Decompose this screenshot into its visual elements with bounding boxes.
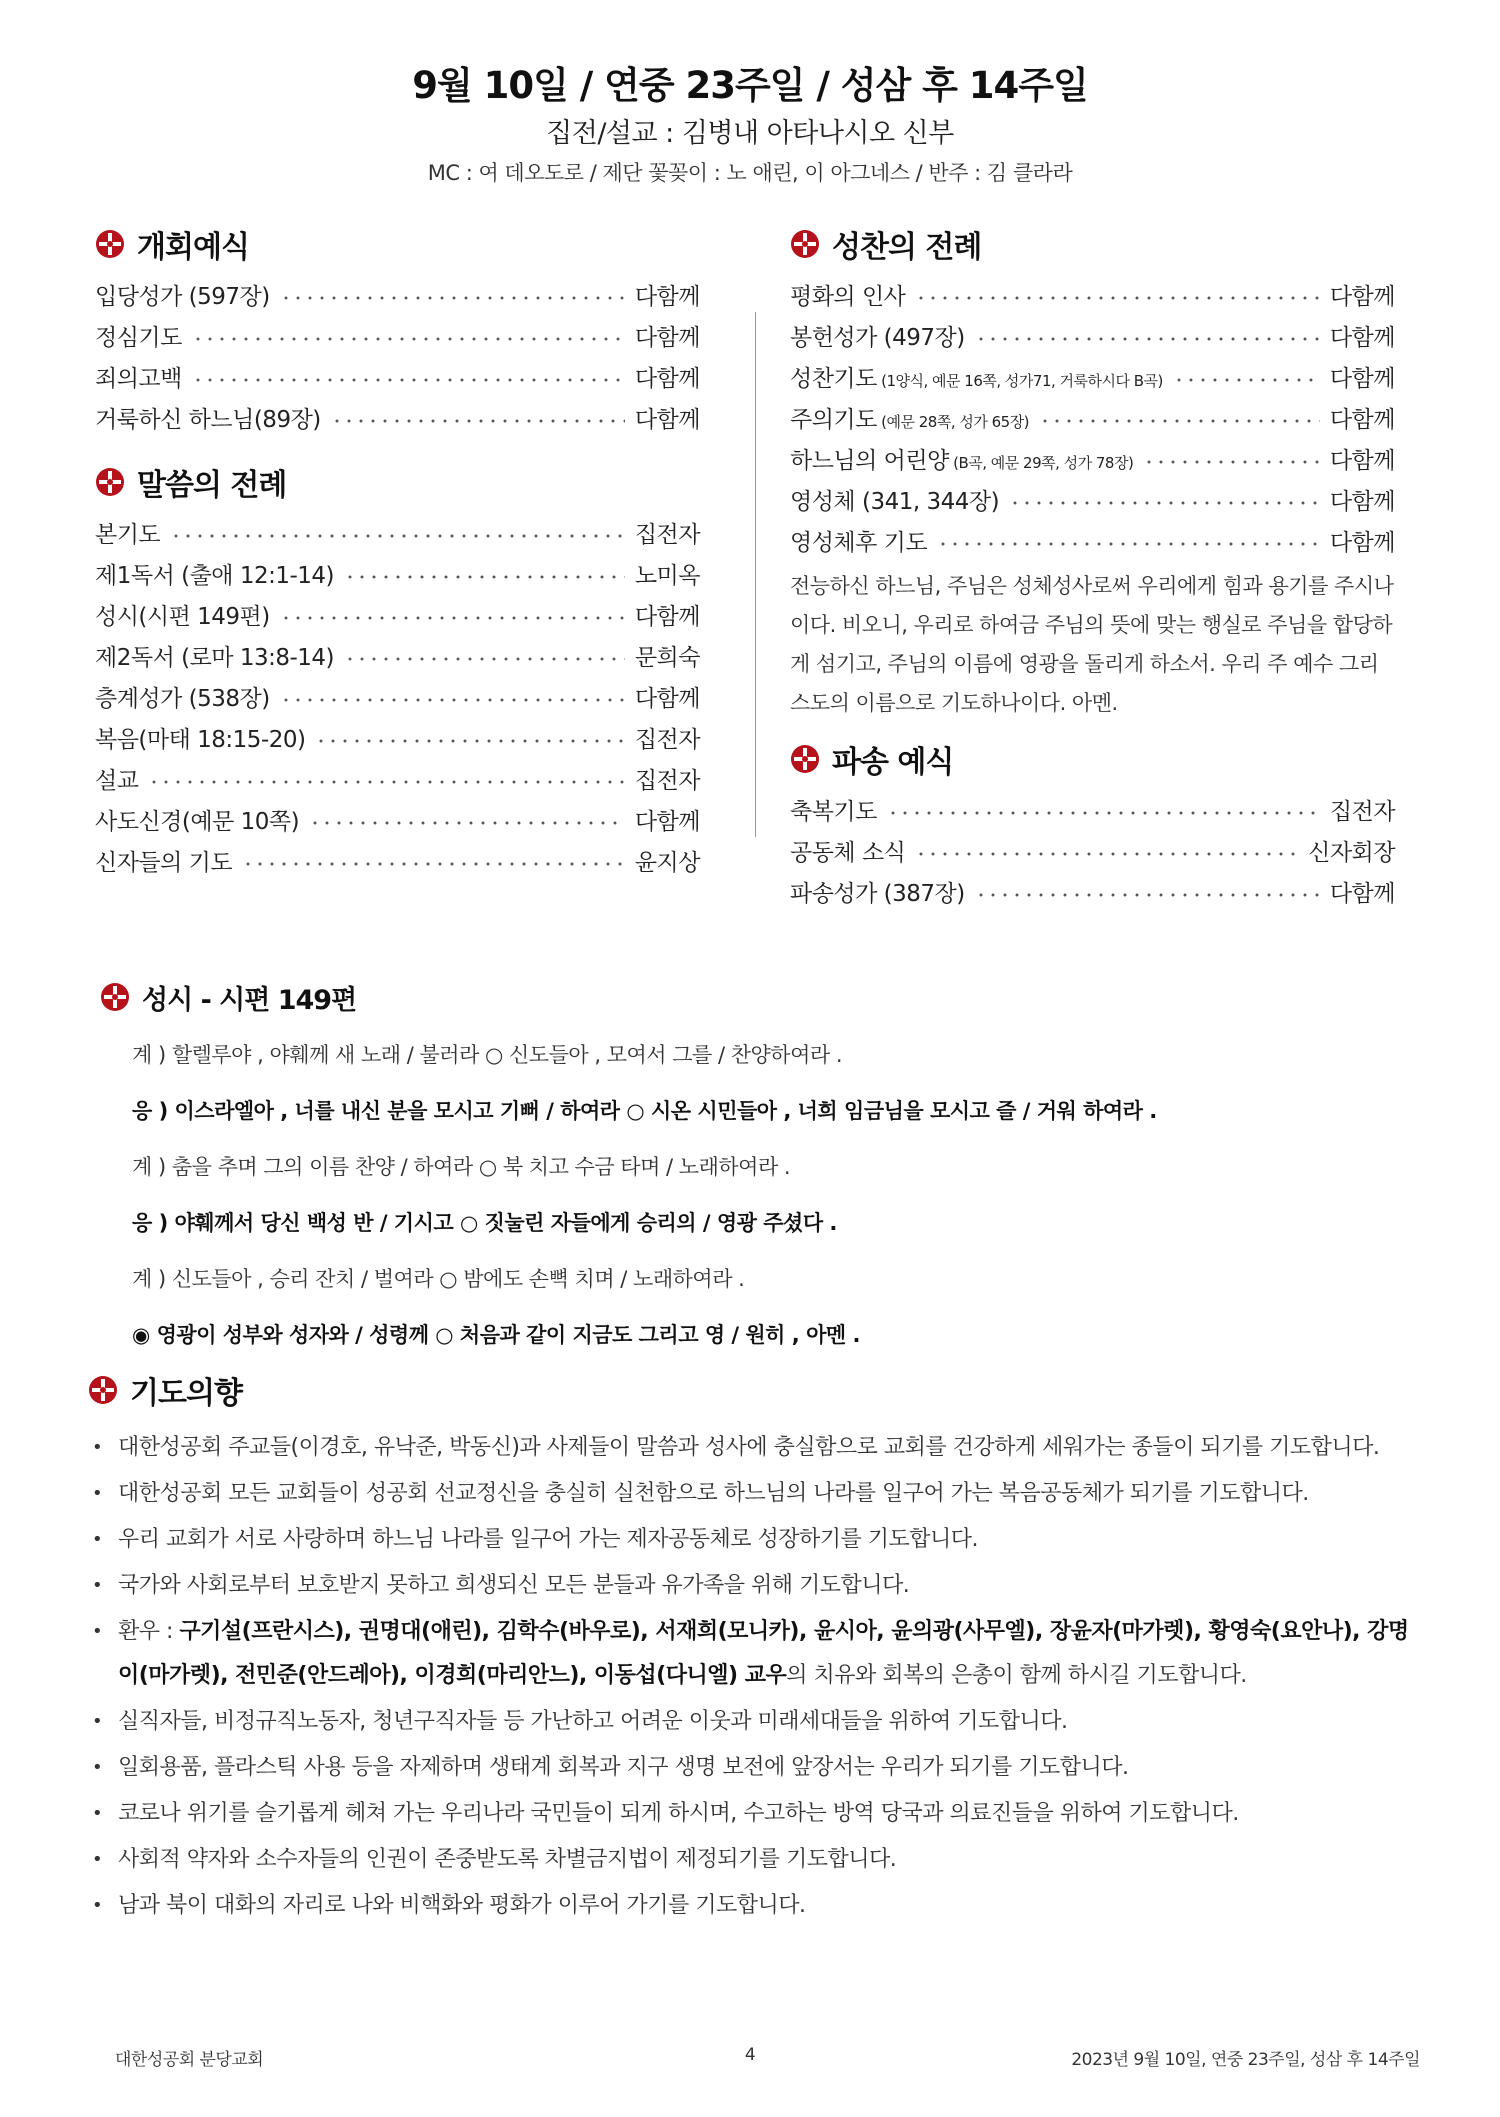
- order-item-who: 다함께: [1329, 407, 1395, 433]
- section-opening: [95, 222, 700, 438]
- dot-leader: [309, 821, 625, 825]
- dot-leader: [192, 337, 625, 341]
- order-item-who: 집전자: [1329, 799, 1395, 825]
- order-row: [790, 356, 1395, 397]
- order-item-who: 다함께: [634, 809, 700, 835]
- order-item-note: (1양식, 예문 16쪽, 성가71, 거룩하시다 B곡): [876, 372, 1163, 390]
- dot-leader: [280, 616, 625, 620]
- bulletin-header: [0, 62, 1500, 188]
- order-item-name: 신자들의 기도: [95, 850, 233, 876]
- order-item-name: 평화의 인사: [790, 284, 906, 310]
- dot-leader: [887, 811, 1320, 815]
- order-list: [95, 512, 700, 881]
- order-row: [95, 315, 700, 356]
- psalm-line: 계 ) 신도들아 , 승리 잔치 / 벌여라 ○ 밤에도 손뼉 치며 / 노래하여라 .: [132, 1267, 745, 1291]
- order-row: [790, 871, 1395, 912]
- order-item-name: 죄의고백: [95, 366, 182, 392]
- section-heading: [100, 975, 1420, 1019]
- section-eucharist: [790, 222, 1395, 723]
- dot-leader: [915, 296, 1319, 300]
- order-item-name: 제1독서 (출애 12:1-14): [95, 563, 335, 589]
- order-item-who: 다함께: [634, 325, 700, 351]
- dot-leader: [1039, 419, 1320, 423]
- psalm-line: 계 ) 할렐루야 , 야훼께 새 노래 / 불러라 ○ 신도들아 , 모여서 그를 / 찬양하여라 .: [132, 1043, 843, 1067]
- order-list: [790, 789, 1395, 912]
- order-row: [95, 635, 700, 676]
- order-row: [790, 315, 1395, 356]
- order-item-name: 성찬기도 (1양식, 예문 16쪽, 성가71, 거룩하시다 B곡): [790, 366, 1163, 392]
- order-item-who: 다함께: [1329, 881, 1395, 907]
- order-item-name: 파송성가 (387장): [790, 881, 965, 907]
- order-row: [790, 789, 1395, 830]
- order-item-note: (B곡, 예문 29쪽, 성가 78장): [948, 454, 1134, 472]
- section-word: [95, 460, 700, 881]
- section-heading: [790, 737, 1395, 781]
- dot-leader: [331, 419, 625, 423]
- dot-leader: [915, 852, 1298, 856]
- order-item-name: 영성체후 기도: [790, 530, 928, 556]
- intention-item: • 일회용품, 플라스틱 사용 등을 자제하며 생태계 회복과 지구 생명 보전에 앞장서는 우리가 되기를 기도합니다.: [88, 1746, 1428, 1790]
- officiant-line: 집전/설교 : 김병내 아타나시오 신부: [546, 118, 954, 149]
- intention-item: • 대한성공회 모든 교회들이 성공회 선교정신을 충실히 실천함으로 하느님의 나라를 일구어 가는 복음공동체가 되기를 기도합니다.: [88, 1472, 1428, 1516]
- section-heading: [95, 222, 700, 266]
- order-row: [790, 479, 1395, 520]
- psalm-line: ◉ 영광이 성부와 성자와 / 성령께 ○ 처음과 같이 지금도 그리고 영 / 원히 , 아멘 .: [132, 1323, 860, 1347]
- section-title: 개회예식: [137, 230, 249, 265]
- dot-leader: [280, 698, 625, 702]
- order-row: [95, 799, 700, 840]
- intention-item: • 사회적 약자와 소수자들의 인권이 존중받도록 차별금지법이 제정되기를 기도합니다.: [88, 1838, 1428, 1882]
- order-row: [790, 274, 1395, 315]
- psalm-section: [100, 975, 1420, 1363]
- order-item-who: 집전자: [634, 727, 700, 753]
- order-row: [790, 397, 1395, 438]
- dot-leader: [148, 780, 624, 784]
- order-item-name: 공동체 소식: [790, 840, 906, 866]
- order-item-who: 신자회장: [1308, 840, 1395, 866]
- cross-icon: [88, 1375, 130, 1405]
- order-item-name: 제2독서 (로마 13:8-14): [95, 645, 335, 671]
- intention-item: • 대한성공회 주교들(이경호, 유낙준, 박동신)과 사제들이 말씀과 성사에 충실함으로 교회를 건강하게 세워가는 종들이 되기를 기도합니다.: [88, 1426, 1428, 1470]
- order-list: [790, 274, 1395, 561]
- order-item-who: 문희숙: [634, 645, 700, 671]
- dot-leader: [192, 378, 625, 382]
- psalm-line: 응 ) 이스라엘아 , 너를 내신 분을 모시고 기뻐 / 하여라 ○ 시온 시민들아 , 너희 임금님을 모시고 즐 / 거워 하여라 .: [132, 1099, 1157, 1123]
- order-item-who: 다함께: [634, 284, 700, 310]
- order-item-who: 다함께: [1329, 489, 1395, 515]
- order-item-who: 집전자: [634, 768, 700, 794]
- order-row: [790, 520, 1395, 561]
- page-title: 9월 10일 / 연중 23주일 / 성삼 후 14주일: [412, 64, 1088, 107]
- order-row: [95, 758, 700, 799]
- order-item-name: 입당성가 (597장): [95, 284, 270, 310]
- intentions-list: [88, 1426, 1428, 1928]
- dot-leader: [937, 542, 1320, 546]
- order-item-who: 다함께: [1329, 366, 1395, 392]
- order-item-who: 다함께: [634, 366, 700, 392]
- cross-icon: [95, 467, 137, 497]
- dot-leader: [1143, 460, 1320, 464]
- psalm-lines: [132, 1027, 1420, 1363]
- order-item-name: 영성체 (341, 344장): [790, 489, 1000, 515]
- order-row: [95, 594, 700, 635]
- order-item-who: 윤지상: [634, 850, 700, 876]
- order-row: [95, 840, 700, 881]
- order-row: [95, 356, 700, 397]
- sick-names: 구기설(프란시스), 권명대(애린), 김학수(바우로), 서재희(모니카), 윤시아, 윤의광(사무엘), 장윤자(마가렛), 황영숙(요안나), 강명이(마가렛), 전민준(안드레아), 이경희(마리안느), 이동섭(다니엘) 교우: [118, 1619, 1409, 1688]
- order-item-name: 설교: [95, 768, 139, 794]
- order-row: [790, 830, 1395, 871]
- psalm-line: 응 ) 야훼께서 당신 백성 반 / 기시고 ○ 짓눌린 자들에게 승리의 / 영광 주셨다 .: [132, 1211, 837, 1235]
- order-row: [95, 397, 700, 438]
- intention-item: • 코로나 위기를 슬기롭게 헤쳐 가는 우리나라 국민들이 되게 하시며, 수고하는 방역 당국과 의료진들을 위하여 기도합니다.: [88, 1792, 1428, 1836]
- order-item-who: 다함께: [634, 407, 700, 433]
- left-column: [95, 222, 700, 881]
- order-item-name: 거룩하신 하느님(89장): [95, 407, 321, 433]
- order-row: [95, 274, 700, 315]
- order-item-who: 노미옥: [634, 563, 700, 589]
- order-item-note: (예문 28쪽, 성가 65장): [876, 413, 1030, 431]
- order-item-name: 하느님의 어린양 (B곡, 예문 29쪽, 성가 78장): [790, 448, 1134, 474]
- section-heading: [95, 460, 700, 504]
- column-divider: [755, 312, 756, 837]
- intention-item: • 남과 북이 대화의 자리로 나와 비핵화와 평화가 이루어 가기를 기도합니다.: [88, 1884, 1428, 1928]
- intention-item: • 국가와 사회로부터 보호받지 못하고 희생되신 모든 분들과 유가족을 위해 기도합니다.: [88, 1564, 1428, 1608]
- dot-leader: [280, 296, 625, 300]
- order-item-name: 복음(마태 18:15-20): [95, 727, 306, 753]
- cross-icon: [100, 982, 142, 1012]
- order-item-who: 다함께: [1329, 284, 1395, 310]
- intention-item: • 환우 : 구기설(프란시스), 권명대(애린), 김학수(바우로), 서재희(모니카), 윤시아, 윤의광(사무엘), 장윤자(마가렛), 황영숙(요안나), 강명이(마가렛), 전민준(안드레아), 이경희(마리안느), 이동섭(다니엘) 교우의 치유와 회복의 은총이 함께 하시길 기도합니다.: [88, 1610, 1428, 1698]
- order-list: [95, 274, 700, 438]
- order-row: [95, 676, 700, 717]
- post-communion-prayer: 전능하신 하느님, 주님은 성체성사로써 우리에게 힘과 용기를 주시나이다. 비오니, 우리로 하여금 주님의 뜻에 맞는 행실로 주님을 합당하게 섬기고, 주님의 이름에 영광을 돌리게 하소서. 우리 주 예수 그리스도의 이름으로 기도하나이다. 아멘.: [790, 574, 1394, 715]
- dot-leader: [242, 862, 625, 866]
- dot-leader: [975, 893, 1320, 897]
- order-item-name: 주의기도 (예문 28쪽, 성가 65장): [790, 407, 1030, 433]
- psalm-title: 성시 - 시편 149편: [142, 984, 357, 1016]
- order-item-name: 성시(시편 149편): [95, 604, 270, 630]
- order-item-who: 집전자: [634, 522, 700, 548]
- footer-page-number: 4: [744, 2045, 756, 2065]
- cross-icon: [95, 229, 137, 259]
- dot-leader: [1009, 501, 1320, 505]
- order-item-name: 축복기도: [790, 799, 877, 825]
- section-title: 말씀의 전례: [137, 468, 287, 503]
- footer-date: 2023년 9월 10일, 연중 23주일, 성삼 후 14주일: [1071, 2050, 1420, 2070]
- order-row: [95, 553, 700, 594]
- dot-leader: [344, 657, 625, 661]
- right-column: [790, 222, 1395, 912]
- dot-leader: [1173, 378, 1320, 382]
- order-item-name: 정심기도: [95, 325, 182, 351]
- intentions-section: [88, 1368, 1428, 1930]
- intention-item: • 실직자들, 비정규직노동자, 청년구직자들 등 가난하고 어려운 이웃과 미래세대들을 위하여 기도합니다.: [88, 1700, 1428, 1744]
- dot-leader: [344, 575, 625, 579]
- section-heading: [88, 1368, 1428, 1412]
- order-item-name: 본기도: [95, 522, 161, 548]
- order-item-name: 층계성가 (538장): [95, 686, 270, 712]
- order-item-who: 다함께: [634, 686, 700, 712]
- order-item-name: 사도신경(예문 10쪽): [95, 809, 300, 835]
- dot-leader: [170, 534, 625, 538]
- order-row: [95, 512, 700, 553]
- section-dismissal: [790, 737, 1395, 912]
- order-item-who: 다함께: [634, 604, 700, 630]
- section-title: 파송 예식: [832, 745, 954, 780]
- cross-icon: [790, 744, 832, 774]
- order-item-who: 다함께: [1329, 325, 1395, 351]
- intention-item: • 우리 교회가 서로 사랑하며 하느님 나라를 일구어 가는 제자공동체로 성장하기를 기도합니다.: [88, 1518, 1428, 1562]
- psalm-line: 계 ) 춤을 추며 그의 이름 찬양 / 하여라 ○ 북 치고 수금 타며 / 노래하여라 .: [132, 1155, 791, 1179]
- intentions-title: 기도의향: [130, 1376, 242, 1411]
- order-item-who: 다함께: [1329, 448, 1395, 474]
- section-title: 성찬의 전례: [832, 230, 982, 265]
- order-item-who: 다함께: [1329, 530, 1395, 556]
- cross-icon: [790, 229, 832, 259]
- order-item-name: 봉헌성가 (497장): [790, 325, 965, 351]
- roles-line: MC : 여 데오도로 / 제단 꽃꽂이 : 노 애린, 이 아그네스 / 반주 : 김 클라라: [427, 161, 1073, 185]
- dot-leader: [315, 739, 624, 743]
- order-row: [790, 438, 1395, 479]
- dot-leader: [975, 337, 1320, 341]
- footer-church: 대한성공회 분당교회: [115, 2050, 264, 2070]
- order-row: [95, 717, 700, 758]
- section-heading: [790, 222, 1395, 266]
